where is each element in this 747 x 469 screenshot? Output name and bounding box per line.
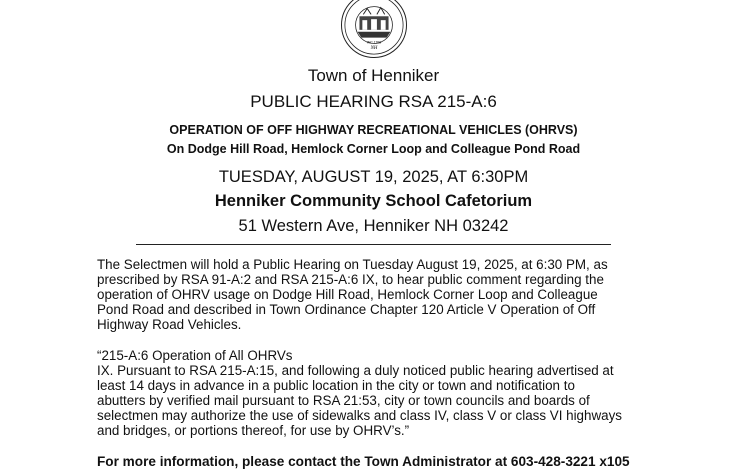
quote-line: and bridges, or portions thereof, for use by OHRV’s.”	[97, 423, 410, 438]
hearing-date: TUESDAY, AUGUST 19, 2025, AT 6:30PM	[218, 168, 529, 186]
venue-name: Henniker Community School Cafetorium	[214, 192, 533, 210]
paragraph-line: The Selectmen will hold a Public Hearing on Tuesday August 19, 2025, at 6:30 PM, as	[97, 257, 608, 272]
divider-rule	[136, 244, 611, 245]
paragraph-line: prescribed by RSA 91-A:2 and RSA 215-A:6 IX, to hear public comment regarding the	[97, 272, 604, 287]
roads-subtitle: On Dodge Hill Road, Hemlock Corner Loop and Colleague Pond Road	[166, 142, 581, 156]
paragraph-line: Pond Road and described in Town Ordinance Chapter 120 Article V Operation of Off	[97, 302, 596, 317]
quote-line: selectmen may authorize the use of sidewalks and class IV, class V or class VI highways	[97, 408, 622, 423]
announcement-paragraph	[97, 257, 657, 332]
seal-inc-text: INC 1768	[367, 40, 381, 45]
hearing-title: PUBLIC HEARING RSA 215-A:6	[250, 92, 497, 111]
rsa-quote-paragraph	[97, 348, 657, 438]
quote-line: IX. Pursuant to RSA 215-A:15, and following a duly noticed public hearing advertised at	[97, 363, 614, 378]
paragraph-line: Highway Road Vehicles.	[97, 317, 242, 332]
contact-info: For more information, please contact the Town Administrator at 603-428-3221 x105	[97, 454, 630, 469]
quote-line: least 14 days in advance in a public location in the city or town and notification to	[97, 378, 575, 393]
operation-subtitle: OPERATION OF OFF HIGHWAY RECREATIONAL VEHICLES (OHRVS)	[169, 123, 578, 137]
town-name: Town of Henniker	[307, 66, 440, 85]
venue-address: 51 Western Ave, Henniker NH 03242	[238, 217, 509, 235]
seal-state-text: NH	[370, 46, 378, 52]
quote-line: abutters by verified mail pursuant to RSA 21:53, city or town councils and boards of	[97, 393, 590, 408]
town-seal-graphic	[342, 0, 406, 57]
quote-line: “215-A:6 Operation of All OHRVs	[97, 348, 293, 363]
paragraph-line: operation of OHRV usage on Dodge Hill Road, Hemlock Corner Loop and Colleague	[97, 287, 598, 302]
town-seal	[341, 0, 407, 58]
